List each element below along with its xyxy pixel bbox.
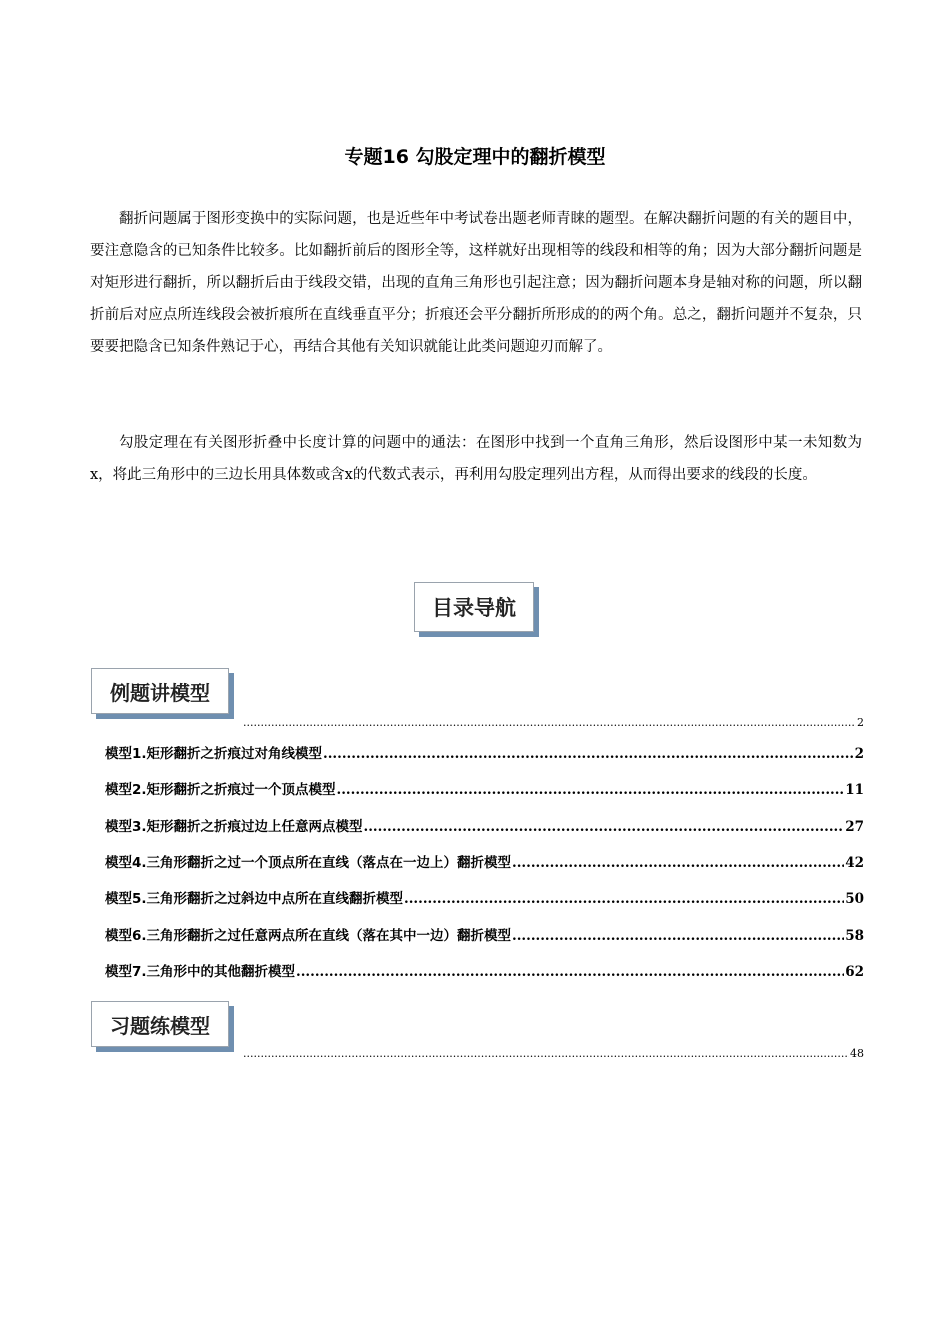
toc-page-number: 50 bbox=[845, 891, 864, 907]
toc-leader-dots bbox=[512, 928, 844, 944]
toc-entry-label: 模型7.三角形中的其他翻折模型 bbox=[105, 964, 296, 980]
toc-entry-model-3[interactable] bbox=[105, 815, 864, 835]
toc-leader-dots bbox=[337, 782, 845, 798]
toc-nav-title: 目录导航 bbox=[414, 582, 534, 632]
toc-entry-label: 模型1.矩形翻折之折痕过对角线模型 bbox=[105, 746, 323, 762]
toc-leader-dots bbox=[404, 891, 844, 907]
toc-entry-model-1[interactable] bbox=[105, 742, 864, 762]
toc-entry-label: 模型5.三角形翻折之过斜边中点所在直线翻折模型 bbox=[105, 891, 404, 907]
toc-leader-dots bbox=[296, 964, 844, 980]
toc-entry-model-6[interactable] bbox=[105, 924, 864, 944]
toc-leader-dots bbox=[243, 1047, 849, 1060]
toc-entry-label: 模型6.三角形翻折之过任意两点所在直线（落在其中一边）翻折模型 bbox=[105, 928, 512, 944]
toc-entry-label: 模型3.矩形翻折之折痕过边上任意两点模型 bbox=[105, 819, 363, 835]
intro-paragraph-1: 翻折问题属于图形变换中的实际问题，也是近些年中考试卷出题老师青睐的题型。在解决翻折问题的有关的题目中，要注意隐含的已知条件比较多。比如翻折前后的图形全等，这样就好出现相等的线段和相等的角；因为大部分翻折问题是对矩形进行翻折，所以翻折后由于线段交错，出现的直角三角形也引起注意；因为翻折问题本身是轴对称的问题，所以翻折前后对应点所连线段会被折痕所在直线垂直平分；折痕还会平分翻折所形成的的两个角。总之，翻折问题并不复杂，只要要把隐含已知条件熟记于心，再结合其他有关知识就能让此类问题迎刃而解了。 bbox=[90, 211, 862, 355]
toc-leader-dots bbox=[364, 819, 845, 835]
toc-entry-label: 模型4.三角形翻折之过一个顶点所在直线（落点在一边上）翻折模型 bbox=[105, 855, 512, 871]
toc-leader-dots bbox=[323, 746, 854, 762]
section-heading-examples: 例题讲模型 bbox=[91, 668, 229, 714]
toc-page-number: 48 bbox=[850, 1047, 864, 1060]
toc-page-number: 62 bbox=[845, 964, 864, 980]
toc-page-number: 2 bbox=[854, 746, 864, 762]
toc-leader-dots bbox=[512, 855, 844, 871]
intro-paragraph-2: 勾股定理在有关图形折叠中长度计算的问题中的通法：在图形中找到一个直角三角形，然后设图形中某一未知数为x，将此三角形中的三边长用具体数或含x的代数式表示，再利用勾股定理列出方程，从而得出要求的线段的长度。 bbox=[90, 435, 862, 483]
toc-page-number: 58 bbox=[845, 928, 864, 944]
toc-entry-model-7[interactable] bbox=[105, 960, 864, 980]
toc-page-number: 27 bbox=[845, 819, 864, 835]
toc-page-number: 2 bbox=[857, 716, 864, 729]
toc-entry-examples[interactable] bbox=[242, 716, 864, 729]
section-heading-exercises: 习题练模型 bbox=[91, 1001, 229, 1047]
toc-entry-model-4[interactable] bbox=[105, 851, 864, 871]
toc-entry-model-2[interactable] bbox=[105, 778, 864, 798]
toc-page-number: 42 bbox=[845, 855, 864, 871]
toc-entry-model-5[interactable] bbox=[105, 887, 864, 907]
document-title: 专题16 勾股定理中的翻折模型 bbox=[344, 146, 606, 168]
toc-page-number: 11 bbox=[845, 782, 864, 798]
toc-entry-exercises[interactable] bbox=[242, 1047, 864, 1060]
toc-leader-dots bbox=[243, 716, 856, 729]
toc-entry-label: 模型2.矩形翻折之折痕过一个顶点模型 bbox=[105, 782, 336, 798]
